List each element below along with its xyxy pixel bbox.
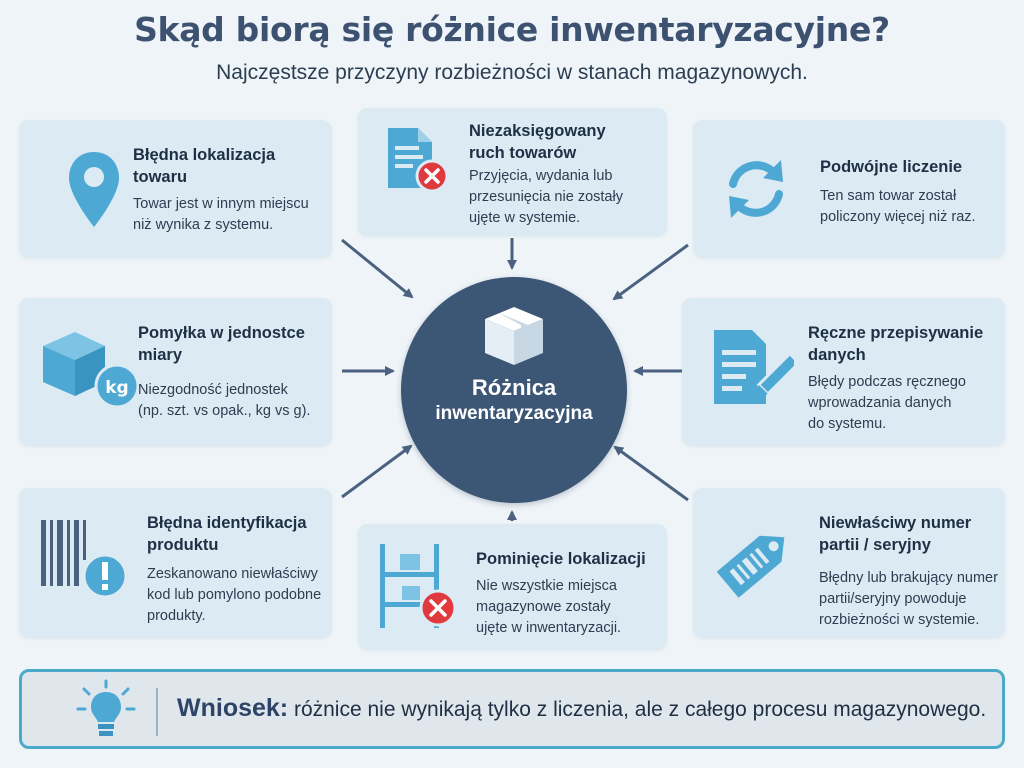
card-desc-line: kod lub pomylono podobne bbox=[147, 587, 322, 603]
card-desc-line: Niezgodność jednostek bbox=[138, 382, 288, 398]
card-desc-line: (np. szt. vs opak., kg vs g). bbox=[138, 403, 311, 419]
cause-card-manual-entry bbox=[682, 298, 1005, 446]
card-desc-line: rozbieżności w systemie. bbox=[819, 612, 980, 628]
conclusion-banner bbox=[19, 669, 1005, 749]
card-desc-line: Nie wszystkie miejsca bbox=[476, 578, 617, 594]
refresh-cycle-icon bbox=[721, 154, 791, 224]
card-title-line: partii / seryjny bbox=[819, 536, 931, 554]
arrow-1 bbox=[342, 240, 412, 297]
card-title-line: Ręczne przepisywanie bbox=[808, 324, 984, 342]
card-title-line: Pominięcie lokalizacji bbox=[476, 550, 646, 568]
document-edit-icon bbox=[710, 326, 794, 410]
cause-card-wrong-location bbox=[19, 120, 332, 258]
card-desc-line: Ten sam towar został bbox=[820, 188, 957, 204]
card-desc-line: Zeskanowano niewłaściwy bbox=[147, 566, 318, 582]
page-title: Skąd biorą się różnice inwentaryzacyjne? bbox=[134, 10, 890, 49]
card-desc-line: ujęte w systemie. bbox=[469, 210, 581, 226]
card-title-line: danych bbox=[808, 346, 866, 364]
barcode-warning-icon bbox=[39, 518, 129, 604]
document-error-icon bbox=[384, 126, 450, 192]
cause-card-wrong-batch-number bbox=[693, 488, 1005, 638]
card-desc-line: magazynowe zostały bbox=[476, 599, 611, 615]
center-label-line1: Różnica bbox=[471, 375, 557, 400]
card-title-line: towaru bbox=[133, 168, 188, 186]
tag-icon bbox=[709, 518, 803, 604]
card-desc-line: partii/seryjny powoduje bbox=[819, 591, 967, 607]
card-desc-line: Błędny lub brakujący numer bbox=[819, 570, 998, 586]
card-desc-line: ujęte w inwentaryzacji. bbox=[476, 620, 622, 636]
card-title-line: Błędna lokalizacja bbox=[133, 146, 276, 164]
card-title-line: Błędna identyfikacja bbox=[147, 514, 307, 532]
cause-card-skipped-location bbox=[358, 524, 667, 650]
cause-card-unposted-movement bbox=[358, 108, 667, 236]
center-label-line2: inwentaryzacyjna bbox=[435, 403, 593, 424]
card-title-line: Niezaksięgowany bbox=[469, 122, 606, 140]
cause-card-double-count bbox=[693, 120, 1005, 258]
card-desc-line: produkty. bbox=[147, 608, 206, 624]
card-desc-line: wprowadzania danych bbox=[808, 395, 952, 411]
card-title-line: Niewłaściwy numer bbox=[819, 514, 972, 532]
cause-card-wrong-product-id bbox=[19, 488, 332, 638]
card-desc-line: Błędy podczas ręcznego bbox=[808, 374, 966, 390]
conclusion-lead: Wniosek: bbox=[177, 694, 289, 722]
arrow-8 bbox=[615, 447, 688, 500]
arrow-6 bbox=[342, 446, 411, 497]
arrow-3 bbox=[614, 245, 688, 299]
package-box-icon bbox=[481, 303, 547, 369]
card-title-line: miary bbox=[138, 346, 183, 364]
box-kg-icon bbox=[39, 326, 149, 410]
kg-badge: kg bbox=[105, 378, 129, 398]
conclusion-divider bbox=[156, 688, 158, 736]
card-desc-line: Towar jest w innym miejscu bbox=[133, 196, 309, 212]
card-desc-line: niż wynika z systemu. bbox=[133, 217, 274, 233]
card-title-line: ruch towarów bbox=[469, 144, 577, 162]
page-subtitle: Najczęstsze przyczyny rozbieżności w stanach magazynowych. bbox=[216, 61, 808, 84]
cause-card-unit-error bbox=[19, 298, 332, 446]
card-title-line: Podwójne liczenie bbox=[820, 158, 963, 176]
center-node bbox=[401, 277, 627, 503]
shelf-error-icon bbox=[376, 542, 462, 632]
card-title-line: Pomyłka w jednostce bbox=[138, 324, 305, 342]
lightbulb-icon bbox=[74, 679, 138, 741]
card-desc-line: do systemu. bbox=[808, 416, 887, 432]
location-pin-icon bbox=[66, 150, 122, 230]
card-title-line: produktu bbox=[147, 536, 219, 554]
card-desc-line: Przyjęcia, wydania lub bbox=[469, 168, 613, 184]
card-desc-line: przesunięcia nie zostały bbox=[469, 189, 623, 205]
conclusion-text bbox=[177, 694, 986, 723]
card-desc-line: policzony więcej niż raz. bbox=[820, 209, 976, 225]
conclusion-body: różnice nie wynikają tylko z liczenia, ale z całego procesu magazynowego. bbox=[288, 698, 987, 721]
